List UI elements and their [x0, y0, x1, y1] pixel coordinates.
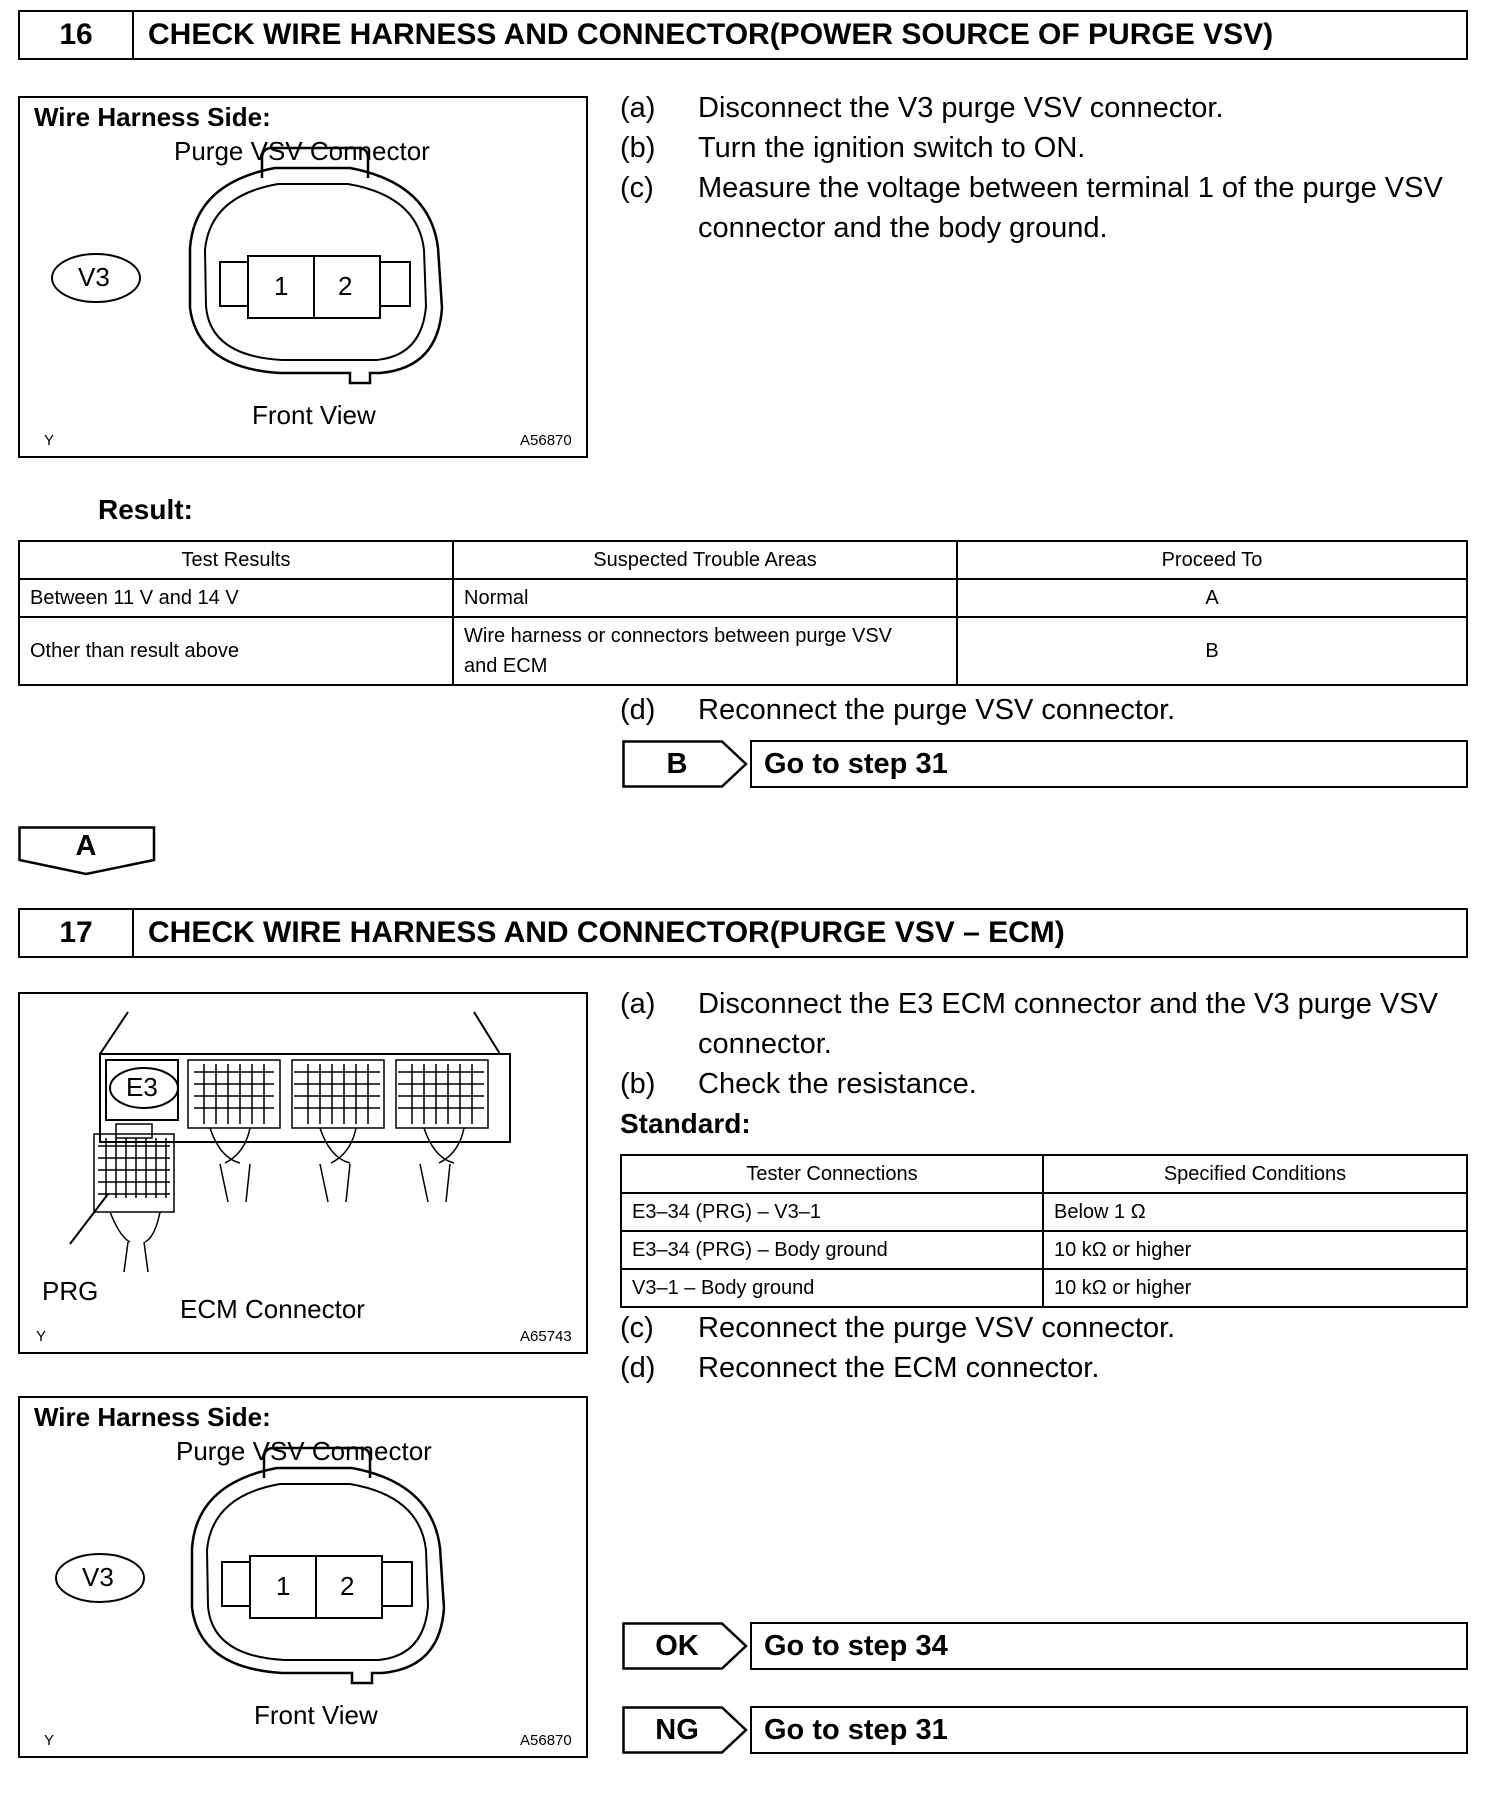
table-cell: B: [957, 617, 1467, 685]
pin-1-label: 1: [276, 1571, 291, 1601]
table-row: [19, 579, 1467, 617]
a-down-arrow: [18, 826, 158, 876]
table-cell: Between 11 V and 14 V: [19, 579, 453, 617]
table-row: [19, 617, 1467, 685]
goto-ok-code: OK: [655, 1629, 699, 1662]
cell-line: and ECM: [464, 655, 548, 677]
table-header-row: [19, 541, 1467, 579]
goto-step-31-link[interactable]: Go to step 31: [750, 740, 1468, 788]
standard-label: Standard:: [620, 1108, 751, 1139]
table-cell: E3–34 (PRG) – Body ground: [621, 1231, 1043, 1269]
goto-ng-row: [622, 1706, 1468, 1754]
connector-name-label: Purge VSV Connector: [174, 136, 430, 166]
pin-2-label: 2: [338, 271, 353, 301]
step17-header: [18, 908, 1468, 958]
result-table: [18, 540, 1468, 686]
front-view-label: Front View: [254, 1700, 378, 1730]
table-cell: E3–34 (PRG) – V3–1: [621, 1193, 1043, 1231]
step16-number: 16: [20, 12, 134, 58]
table-row: [621, 1193, 1467, 1231]
goto-step-34-link[interactable]: Go to step 34: [750, 1622, 1468, 1670]
purge-vsv-connector-figure: [18, 96, 588, 458]
goto-ng-code: NG: [655, 1713, 699, 1746]
table-header: Tester Connections: [621, 1155, 1043, 1193]
table-cell: V3–1 – Body ground: [621, 1269, 1043, 1307]
table-row: [621, 1269, 1467, 1307]
table-header: Test Results: [19, 541, 453, 579]
goto-step-31-link[interactable]: Go to step 31: [750, 1706, 1468, 1754]
table-cell: Below 1 Ω: [1043, 1193, 1467, 1231]
corner-mark: Y: [44, 1732, 55, 1749]
table-cell: A: [957, 579, 1467, 617]
pin-1-label: 1: [274, 271, 289, 301]
figure-code: A65743: [520, 1328, 572, 1345]
table-cell: 10 kΩ or higher: [1043, 1269, 1467, 1307]
table-row: [621, 1231, 1467, 1269]
cell-line: Wire harness or connectors between purge VSV: [464, 625, 892, 647]
table-header: Proceed To: [957, 541, 1467, 579]
wire-harness-side-label: Wire Harness Side:: [34, 1402, 271, 1432]
connector-name-label: Purge VSV Connector: [176, 1436, 432, 1466]
table-cell: [453, 617, 957, 685]
corner-mark: Y: [44, 432, 55, 449]
step17-title: CHECK WIRE HARNESS AND CONNECTOR(PURGE VSV – ECM): [148, 916, 1065, 949]
ecm-connector-figure: [18, 992, 588, 1354]
table-cell: 10 kΩ or higher: [1043, 1231, 1467, 1269]
figure-code: A56870: [520, 1732, 572, 1749]
goto-b-row: [622, 740, 1468, 788]
table-header: Specified Conditions: [1043, 1155, 1467, 1193]
step17-number: 17: [20, 910, 134, 956]
purge-vsv-connector-figure-2: [18, 1396, 588, 1758]
step16-header: [18, 10, 1468, 60]
goto-b-code: B: [666, 747, 688, 780]
ecm-connector-caption: ECM Connector: [180, 1294, 365, 1324]
wire-harness-side-label: Wire Harness Side:: [34, 102, 271, 132]
table-cell: Other than result above: [19, 617, 453, 685]
table-header-row: [621, 1155, 1467, 1193]
table-header: Suspected Trouble Areas: [453, 541, 957, 579]
figure-code: A56870: [520, 432, 572, 449]
result-label: Result:: [98, 494, 193, 525]
pin-2-label: 2: [340, 1571, 355, 1601]
corner-mark: Y: [36, 1328, 47, 1345]
step16-title: CHECK WIRE HARNESS AND CONNECTOR(POWER SOURCE OF PURGE VSV): [148, 18, 1274, 51]
v3-oval-label: V3: [78, 262, 110, 292]
table-cell: Normal: [453, 579, 957, 617]
standard-table: [620, 1154, 1468, 1308]
prg-label: PRG: [42, 1276, 99, 1306]
goto-ok-row: [622, 1622, 1468, 1670]
e3-oval-label: E3: [126, 1072, 158, 1102]
front-view-label: Front View: [252, 400, 376, 430]
v3-oval-label: V3: [82, 1562, 114, 1592]
arrow-a-label: A: [75, 830, 97, 862]
